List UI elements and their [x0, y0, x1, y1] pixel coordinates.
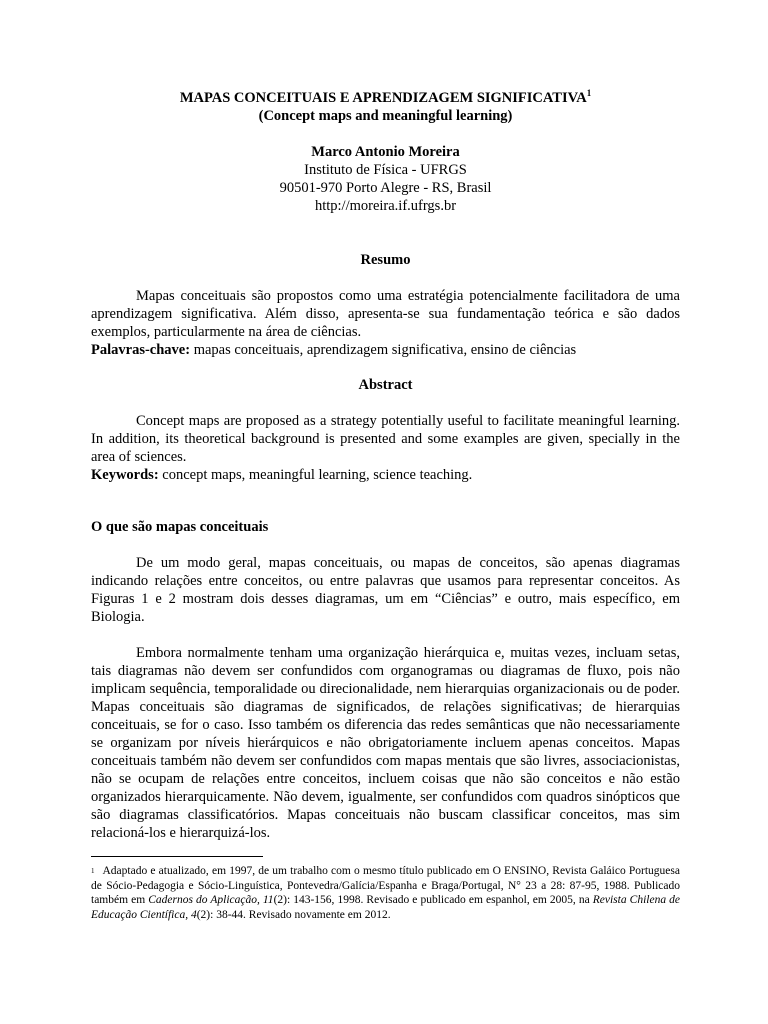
section-heading: O que são mapas conceituais — [91, 518, 269, 535]
abstract-keywords — [91, 466, 680, 484]
resumo-keywords — [91, 341, 680, 359]
footnote-text-3: (2): 38-44. Revisado novamente em 2012. — [196, 908, 391, 921]
author-address: 90501-970 Porto Alegre - RS, Brasil — [279, 179, 492, 196]
document-body — [91, 84, 680, 842]
footnote — [91, 864, 680, 922]
title-footnote-mark[interactable]: 1 — [586, 88, 592, 98]
footnote-text-2: (2): 143-156, 1998. Revisado e publicado em espanhol, em 2005, na — [273, 894, 593, 906]
resumo-keywords-label: Palavras-chave: — [91, 341, 191, 358]
resumo-keywords-text: mapas conceituais, aprendizagem significativa, ensino de ciências — [193, 341, 577, 358]
footnote-mark: 1 — [91, 867, 95, 875]
abstract-heading: Abstract — [358, 376, 413, 393]
footnote-journal-1: Cadernos do Aplicação, 11 — [148, 894, 274, 906]
author-block — [91, 143, 680, 215]
resumo-body: Mapas conceituais são propostos como uma estratégia potencialmente facilitadora de uma aprendizagem significativa. Além disso, apresenta-se sua fundamentação teórica e são dados exemplos, particularmente na área de ciências. — [91, 287, 680, 340]
author-institution: Instituto de Física - UFRGS — [304, 161, 467, 178]
resumo-heading: Resumo — [360, 251, 411, 268]
footnote-text-1: Adaptado e atualizado, em 1997, de um trabalho com o mesmo título publicado em O ENSINO, Revista Galáico Portuguesa de Sócio-Pedagogia e Sócio-Linguística, Pontevedra/Galícia/Espanha e Braga/Portugal, N° 23 a 28: 87-95, 1988. Publicado também em — [91, 865, 680, 906]
paper-subtitle: (Concept maps and meaningful learning) — [258, 107, 513, 124]
section-paragraph-2: Embora normalmente tenham uma organização hierárquica e, muitas vezes, incluam setas, tais diagramas não devem ser confundidos com organogramas ou diagramas de fluxo, pois não implicam sequência, temporalidade ou direcionalidade, nem hierarquias organizacionais ou de poder. Mapas conceituais são diagramas de significados, de relações significativas; de hierarquias conceituais, se for o caso. Isso também os diferencia das redes semânticas que não necessariamente se organizam por níveis hierárquicos e não obrigatoriamente incluem apenas conceitos. Mapas conceituais também não devem ser confundidos com mapas mentais que são livres, associacionistas, não se ocupam de relações entre conceitos, incluem coisas que não são conceitos e não estão organizados hierarquicamente. Não devem, igualmente, ser confundidos com quadros sinópticos que são diagramas classificatórios. Mapas conceituais não buscam classificar conceitos, mas sim relacioná-los e hierarquizá-los. — [91, 644, 680, 841]
paper-title — [91, 84, 680, 107]
footnote-divider — [91, 856, 263, 857]
author-url[interactable]: http://moreira.if.ufrgs.br — [314, 197, 457, 214]
footnote-journal-2: Revista Chilena de Educação Científica, 4 — [91, 894, 680, 921]
paper-title-text: MAPAS CONCEITUAIS E APRENDIZAGEM SIGNIFICATIVA — [179, 89, 587, 106]
abstract-body: Concept maps are proposed as a strategy potentially useful to facilitate meaningful learning. In addition, its theoretical background is presented and some examples are given, specially in the area of sciences. — [91, 412, 680, 465]
author-name: Marco Antonio Moreira — [311, 143, 460, 160]
section-paragraph-1: De um modo geral, mapas conceituais, ou mapas de conceitos, são apenas diagramas indicando relações entre conceitos, ou entre palavras que usamos para representar conceitos. As Figuras 1 e 2 mostram dois desses diagramas, um em “Ciências” e outro, mais específico, em Biologia. — [91, 554, 680, 625]
abstract-keywords-text: concept maps, meaningful learning, science teaching. — [162, 466, 473, 483]
abstract-keywords-label: Keywords: — [91, 466, 159, 483]
